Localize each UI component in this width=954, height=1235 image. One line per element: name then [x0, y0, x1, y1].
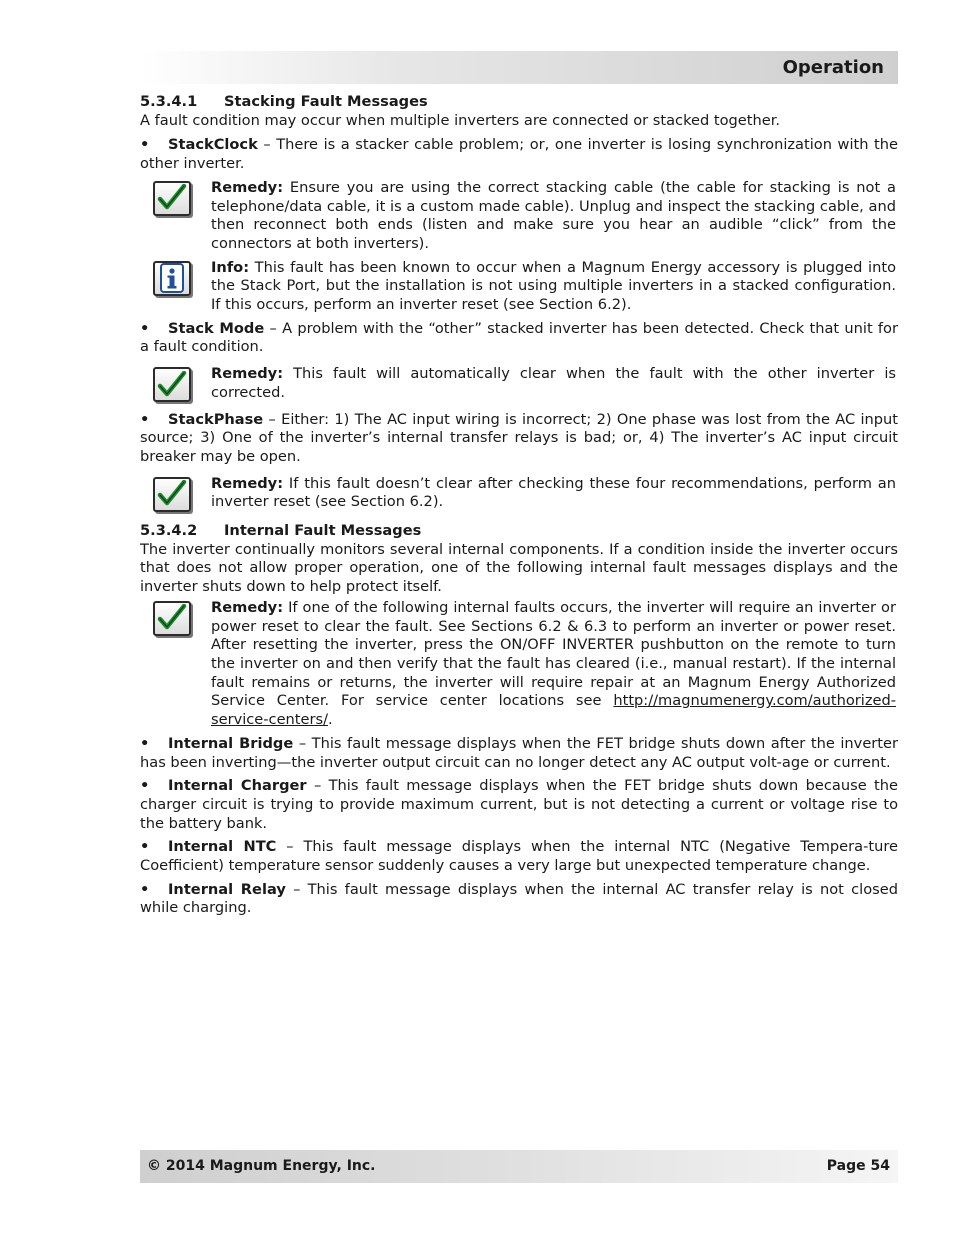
bullet-item: • Internal Charger – This fault message displays when the FET bridge shuts down because the charger circuit is trying to provide maximum current, but is not detecting a current or voltage rise to the battery bank. — [140, 777, 898, 832]
header-title: Operation — [782, 57, 884, 78]
checkmark-icon — [153, 477, 191, 512]
checkmark-icon — [153, 181, 191, 216]
info-note: Info: This fault has been known to occur when a Magnum Energy accessory is plugged into the Stack Port, but the installation is not using multiple inverters in a stacked configuration. If this occurs, perform an inverter reset (see Section 6.2). — [140, 259, 898, 315]
checkmark-icon — [153, 367, 191, 402]
section-heading-internal: 5.3.4.2 Internal Fault Messages — [140, 522, 422, 540]
section-intro: A fault condition may occur when multiple inverters are connected or stacked together. — [140, 111, 781, 129]
remedy-note: Remedy: This fault will automatically clear when the fault with the other inverter is corrected. — [140, 365, 898, 402]
remedy-note: Remedy: If one of the following internal faults occurs, the inverter will require an inverter or power reset to clear the fault. See Sections 6.2 & 6.3 to perform an inverter or power reset. After resetting the inverter, press the ON/OFF INVERTER pushbutton on the remote to turn the inverter on and then verify that the fault has cleared (i.e., manual restart). If the internal fault remains or returns, the inverter will require repair at an Magnum Energy Authorized Service Center. For service center locations see http://magnumenergy.com/authorized-service-centers/. — [140, 599, 898, 730]
page-content — [140, 93, 898, 923]
copyright-text: © 2014 Magnum Energy, Inc. — [147, 1158, 376, 1174]
page-number: Page 54 — [826, 1158, 890, 1174]
remedy-note: Remedy: Ensure you are using the correct stacking cable (the cable for stacking is not a telephone/data cable, it is a custom made cable). Unplug and inspect the stacking cable, and then reconnect both ends (listen and make sure you hear an audible “click” from the connectors at both inverters). — [140, 179, 898, 254]
bullet-item: • Internal NTC – This fault message displays when the internal NTC (Negative Tempera-ture Coefficient) temperature sensor suddenly causes a very large but unexpected temperature change. — [140, 838, 898, 875]
remedy-note: Remedy: If this fault doesn’t clear after checking these four recommendations, perform an inverter reset (see Section 6.2). — [140, 475, 898, 512]
page-header — [140, 51, 898, 84]
page-footer — [140, 1150, 898, 1183]
checkmark-icon — [153, 601, 191, 636]
bullet-item: • StackPhase – Either: 1) The AC input wiring is incorrect; 2) One phase was lost from the AC input source; 3) One of the inverter’s internal transfer relays is bad; or, 4) The inverter’s AC input circuit breaker may be open. — [140, 410, 898, 465]
bullet-item: • Internal Bridge – This fault message displays when the FET bridge shuts down after the inverter has been inverting—the inverter output circuit can no longer detect any AC output volt-age or current. — [140, 734, 898, 771]
section-heading-stacking: 5.3.4.1 Stacking Fault Messages — [140, 93, 428, 110]
info-icon — [153, 261, 191, 296]
bullet-item: • Internal Relay – This fault message displays when the internal AC transfer relay is not closed while charging. — [140, 880, 898, 917]
section-intro: The inverter continually monitors several internal components. If a condition inside the inverter occurs that does not allow proper operation, one of the following internal fault messages displays and the inverter shuts down to help protect itself. — [140, 540, 898, 596]
bullet-item: • StackClock – There is a stacker cable problem; or, one inverter is losing synchronization with the other inverter. — [140, 136, 898, 173]
service-centers-link[interactable]: http://magnumenergy.com/authorized-service-centers/ — [211, 692, 896, 729]
bullet-item: • Stack Mode – A problem with the “other” stacked inverter has been detected. Check that unit for a fault condition. — [140, 319, 898, 356]
